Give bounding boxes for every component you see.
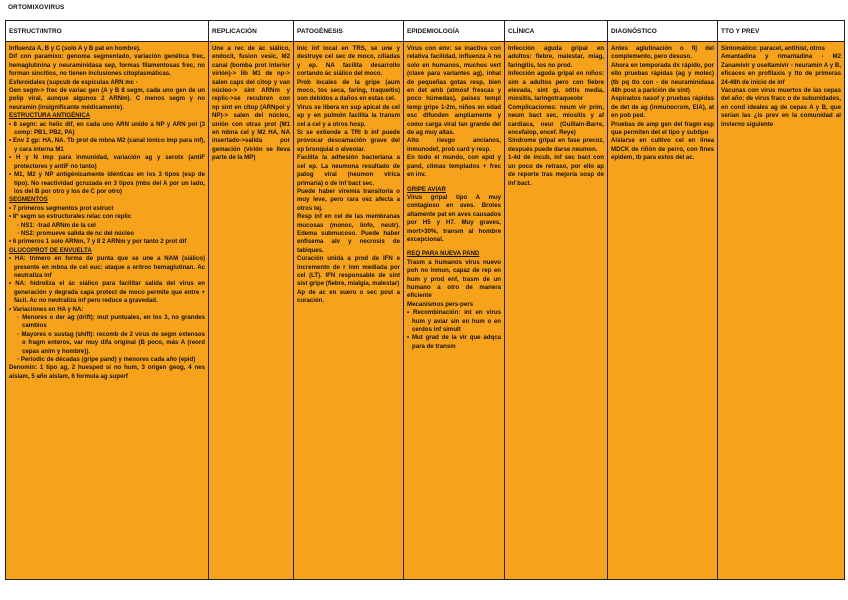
paragraph: Aspirados nasof y pruebas rápidas de det de ag (inmunocrom, EIA), at en pob ped. xyxy=(611,95,714,120)
paragraph: Facilita la adhesión bacteriana a cel ep. La neumona resultado de patog viral (neumon vírica primaria) o de inf bact sec. xyxy=(297,154,400,187)
header-patogenesis: PATOGÉNESIS xyxy=(294,21,404,42)
bullet-item: ◦ Menores o der ag (drift): mut puntuales, en los 3, no grandes cambios xyxy=(17,314,205,330)
section-heading: REQ PARA NUEVA PAND xyxy=(407,250,480,258)
header-diagnostico: DIAGNÓSTICO xyxy=(608,21,718,42)
header-row xyxy=(6,21,845,42)
content-row xyxy=(6,42,845,580)
paragraph: Aislarse en cultivo cel en línea MDCK de riñón de perro, con fines epidem, tb para estos del ac. xyxy=(611,137,714,162)
bullet-item: • Mut grad de la vir que adqca para de transm xyxy=(407,334,501,350)
paragraph: Si se extiende a TRI b inf puede provocar descamación grave del ep bronquial o alveolar. xyxy=(297,129,400,153)
page-title: ORTOMIXOVIRUS xyxy=(8,4,65,11)
summary-table xyxy=(5,20,845,580)
paragraph: Ahora en temporada dx rápido, por ello pruebas rápidas (ag y molec) (tb pq tto con - de neuraminidasa 48h post a parición de sint) xyxy=(611,61,714,95)
header-clinica: CLÍNICA xyxy=(505,21,608,42)
cell-patogenesis xyxy=(294,42,404,580)
cell-estructura xyxy=(6,42,209,580)
paragraph: Resp inf en cel de las membranas mucosas (monoc, linfo, neutr). Edema submucoso. Puede haber enfisema alv y necrosis de tabiques. xyxy=(297,213,400,254)
paragraph: Trasm a humanos virus nuevo poh no inmun, capaz de rep en hum y prod enf, trasm de un humano a otro de manera eficiente xyxy=(407,258,501,300)
section-heading: GLUCOPROT DE ENVUELTA xyxy=(9,246,92,254)
cell-tto xyxy=(718,42,845,580)
paragraph: Gen segm-> frec de variac gen (A y B 8 segm, cada uno gen de un polip viral, aunque algunos 2 ARNm). C menos segm y no neuramin (insignificante médicamente). xyxy=(9,87,205,111)
bullet-item: ◦ NS2: promueve salida de nc del núcleo xyxy=(17,229,134,237)
bullet-item: • 7 primeros segmentos prot estruct xyxy=(9,204,114,212)
paragraph: Puede haber viremia transitoria o muy leve, pero rara vez afecta a otros tej. xyxy=(297,187,400,212)
section-heading: SEGMENTOS xyxy=(9,196,48,204)
bullet-item: • M1, M2 y NP antigénicamente idénticas en los 3 tipos (esp de tipo). No reactividad gcruzada en 3 tipos (mbs del A por un lado, los del B por otro y los de C por otro) xyxy=(9,171,205,195)
bullet-item: • 8º segm so estructurales relac con replic xyxy=(9,213,132,221)
header-tto: TTO Y PREV xyxy=(718,21,845,42)
paragraph: Virus con env: se inactiva con relativa facilidad, influenza A no solo en humanos, muchos vert (clave para variantes ag), inhal de pequeñas gotas resp, bien en det amb (atmósf frescas y poco húmedas), países templ temp gripe 1-2m, niños en edad esc difunden ampliamente y como carga viral tan grande del de ag muy altas. xyxy=(407,45,501,137)
paragraph: Dif con paramixo: genoma segmentado, variación genética frec, hemaglutinina y neuraminidasa sep, formas filamentosas frec, no forman sincitios, no tienen inclusiones citoplasmáticas. xyxy=(9,53,205,78)
paragraph: Infección aguda gripal en adultos: fiebre, malestar, miag, faringitis, tos no prod. xyxy=(508,45,604,69)
paragraph: Mecanismos pers-pers xyxy=(407,300,474,308)
bullet-item: • H y N imp para inmunidad, variación ag y serotx (antiF protectores y antiF no tanto) xyxy=(9,154,205,170)
paragraph: Vacunas con virus muertos de las cepas del año: de virus fracc o de subunidades, en cond ideales ag de cepas A y B, que serían las ¿is prev en la comunidad al invierno siguiente xyxy=(721,87,841,128)
cell-replicacion xyxy=(209,42,294,580)
paragraph: Virus se libera en sup apical de cel ep y en pulmón facilita la transm cel a cel y a otros hosp. xyxy=(297,103,400,128)
paragraph: Síndrome gripal en fase precoz, después puede darse neumon. xyxy=(508,137,604,153)
bullet-item: ◦ Mayores o sustag (shift): recomb de 2 virus de segm extensos o fragm enteros, var muy difa original (B poco, más A (reord cepas anim y hombre)). xyxy=(17,330,205,355)
section-heading: GRIPE AVIAR xyxy=(407,185,446,193)
header-replicacion: REPLICACIÓN xyxy=(209,21,294,42)
bullet-item: • HA: trimero en forma de punta que se une a NAM (siálico) presente en mbna de cel euc: ataque a eritroc hemaglutinan. Ac neutraliza inf xyxy=(9,255,205,279)
paragraph: Influenza A, B y C (solo A y B pat en hombre). xyxy=(9,45,141,52)
cell-diagnostico xyxy=(608,42,718,580)
paragraph: Curación unida a prod de IFN e incremento de r inm mediada por cel (LT). IFN responsable de sint sist gripe (fiebre, mialgia, malestar) xyxy=(297,255,400,288)
paragraph: Complicaciones: neum vir prim, neum bact sec, miositis y af cardiaca, neur (Guillain-Barre, encefalop, encef. Reye) xyxy=(508,103,604,137)
paragraph: Infección aguda gripal en niños: sim a adultos pero con fiebre elevada, sínt gi, otitis media, miositis, laringotraqueobr xyxy=(508,70,604,103)
bullet-item: • Env 2 gp: HA, NA. Tb prot de mbna M2 (canal iónico imp para inf), y cara interna M1 xyxy=(9,137,205,153)
paragraph: Amantadina y rimantadina - M2 Zanamivir y oseltamivir - neuramin A y B, eficaces en profilaxis y tto de primeras 24-48h de inicio de inf xyxy=(721,53,841,86)
paragraph: Ap de ac en suero o sec post a curación. xyxy=(297,288,400,305)
cell-clinica xyxy=(505,42,608,580)
paragraph: Alto riesgo ancianos, inmunodef, prob card y resp. xyxy=(407,137,501,153)
bullet-item: • Recombinación: int en virus hum y aviar sin en hum o en cerdos inf simult xyxy=(407,309,501,333)
bullet-item: ◦ Periodic de décadas (gripe pand) y menores cada año (epid) xyxy=(17,356,196,364)
header-epidemiologia: EPIDEMIOLOGÍA xyxy=(404,21,505,42)
cell-epidemiologia xyxy=(404,42,505,580)
paragraph: Inic inf local en TRS, se une y destruye cel sec de moco, ciliadas y ep. NA facilita desarrollo cortando ác siálico del moco. xyxy=(297,45,400,78)
paragraph: Une a rec de ác siálico, endocit, fusion vesic, M2 canal (bomba prot interior virión)-> lib M1 de np-> salen caps del citop y van núcleo-> sint ARNm y replic->se recubren con np sint en citop (ARNpol y NP)-> salen del núcleo, unión con otras prot (M1 en mbna cel y M2 HA, NA insertado->salida por gemación (virión se lleva parte de la MP) xyxy=(212,45,290,162)
paragraph: Virus gripal tipo A muy contagioso en aves. Brotes altamente pat en aves causados por H5 y H7. Muy graves, mort>30%, transm al hombre excepcional. xyxy=(407,193,501,243)
paragraph: Antes aglutinación o fij del complemento, pero desuso. xyxy=(611,45,714,61)
bullet-item: • 6 primeros 1 solo ARNm, 7 y 8 2 ARNm y por tanto 2 prot dif xyxy=(9,238,187,246)
paragraph: Esferoidales (supcub de espículas ARN mc - xyxy=(9,78,138,86)
paragraph: 1-4d de incub, inf sec bact con un poco de retraso, por ello ap de reporte tras mejoría sosp de inf bact. xyxy=(508,154,604,187)
bullet-item: ◦ NS1: -trad ARNm de la cel xyxy=(17,221,96,229)
bullet-item: • 8 segm: ac helic dif, en cada uno ARN unido a NP y ARN pol (3 comp: PB1, PB2, PA) xyxy=(9,120,205,137)
paragraph: Sintomático: paracet, antihist, otros xyxy=(721,45,825,52)
paragraph: Prob locales de la gripe (aum moco, tos seca, faring, traqueítis) son debidos a daños en estas cel. xyxy=(297,78,400,103)
header-estructura: ESTRUCT/INTRO xyxy=(6,21,209,42)
paragraph: En todo el mundo, con epid y pand, climas templados + frec en inv. xyxy=(407,154,501,179)
section-heading: ESTRUCTURA ANTIGÉNICA xyxy=(9,112,91,120)
paragraph: Pruebas de amp gen del fragm esp que permiten det el tipo y subtipo xyxy=(611,120,714,137)
bullet-item: • Variaciones en HA y NA: xyxy=(9,305,84,313)
bullet-item: • NA: hidroliza el ác siálico para facilitar salida del virus en generación y degrada capa protect de moco permite que entre + fácil. Ac no neutraliza inf pero reduce a gravedad. xyxy=(9,280,205,305)
paragraph: Denomin: 1 tipo ag, 2 huesped si no hum, 3 origen geog, 4 nes aislam, 5 año aislam, 6 formula ag superf xyxy=(9,364,205,380)
